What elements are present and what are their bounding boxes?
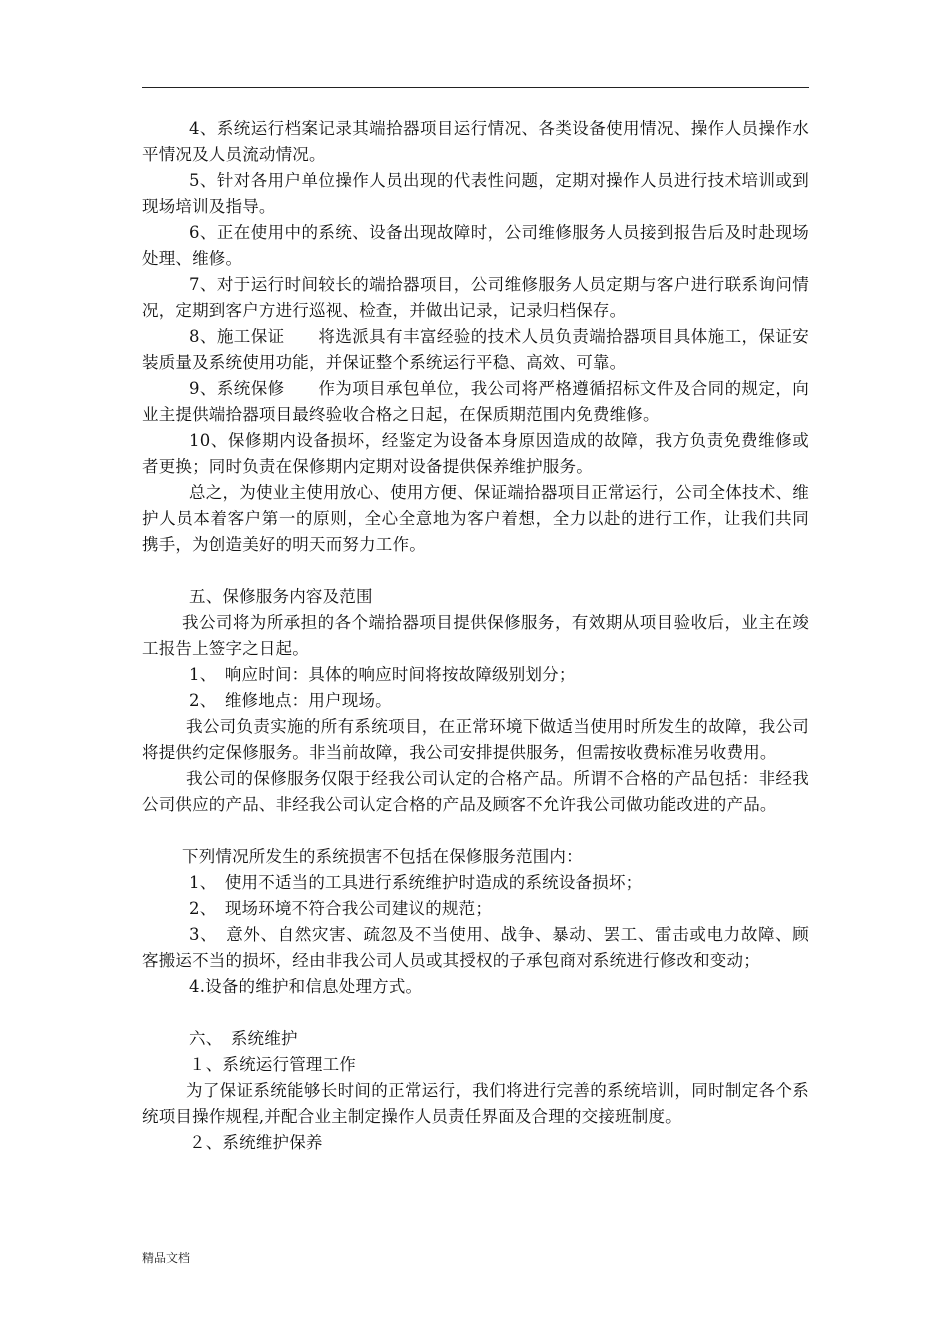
- spacer: [142, 818, 809, 844]
- paragraph-item-10: 10、保修期内设备损坏，经鉴定为设备本身原因造成的故障，我方负责免费维修或者更换；同时负责在保修期内定期对设备提供保养维护服务。: [142, 431, 809, 476]
- section-5-title: 五、保修服务内容及范围: [189, 587, 373, 606]
- page-footer: 精品文档: [142, 1251, 191, 1265]
- exclusion-item-2: 2、 现场环境不符合我公司建议的规范；: [189, 899, 493, 918]
- spacer: [142, 1000, 809, 1026]
- spacer: [142, 558, 809, 584]
- section-6-title: 六、 系统维护: [189, 1029, 298, 1048]
- paragraph-item-4: 4、系统运行档案记录其端拾器项目运行情况、各类设备使用情况、操作人员操作水平情况及人员流动情况。: [142, 119, 809, 164]
- section-5-intro: 我公司将为所承担的各个端拾器项目提供保修服务，有效期从项目验收后，业主在竣工报告上签字之日起。: [142, 613, 809, 658]
- section-5-item-2: 2、 维修地点：用户现场。: [189, 691, 392, 710]
- paragraph-item-9: 9、系统保修 作为项目承包单位，我公司将严格遵循招标文件及合同的规定，向业主提供端拾器项目最终验收合格之日起，在保质期范围内免费维修。: [142, 379, 809, 424]
- header-rule: [142, 87, 809, 88]
- exclusion-item-3: 3、 意外、自然灾害、疏忽及不当使用、战争、暴动、罢工、雷击或电力故障、顾客搬运不当的损坏，经由非我公司人员或其授权的子承包商对系统进行修改和变动；: [142, 925, 809, 970]
- paragraph-item-8: 8、施工保证 将选派具有丰富经验的技术人员负责端拾器项目具体施工，保证安装质量及系统使用功能，并保证整个系统运行平稳、高效、可靠。: [142, 327, 809, 372]
- paragraph-item-6: 6、正在使用中的系统、设备出现故障时，公司维修服务人员接到报告后及时赴现场处理、维修。: [142, 223, 809, 268]
- exclusion-item-1: 1、 使用不适当的工具进行系统维护时造成的系统设备损坏；: [189, 873, 643, 892]
- paragraph-item-5: 5、针对各用户单位操作人员出现的代表性问题，定期对操作人员进行技术培训或到现场培训及指导。: [142, 171, 809, 216]
- section-6-subheading-2: ２、系统维护保养: [189, 1133, 323, 1152]
- paragraph-summary: 总之，为使业主使用放心、使用方便、保证端拾器项目正常运行，公司全体技术、维护人员本着客户第一的原则，全心全意地为客户着想，全力以赴的进行工作，让我们共同携手，为创造美好的明天而努力工作。: [142, 483, 809, 554]
- paragraph-item-7: 7、对于运行时间较长的端拾器项目，公司维修服务人员定期与客户进行联系询问情况，定期到客户方进行巡视、检查，并做出记录，记录归档保存。: [142, 275, 809, 320]
- section-5-paragraph-2: 我公司负责实施的所有系统项目，在正常环境下做适当使用时所发生的故障，我公司将提供约定保修服务。非当前故障，我公司安排提供服务，但需按收费标准另收费用。: [142, 717, 809, 762]
- document-body: [142, 116, 809, 1156]
- section-6-subheading-1: １、系统运行管理工作: [189, 1055, 356, 1074]
- section-5-paragraph-3: 我公司的保修服务仅限于经我公司认定的合格产品。所谓不合格的产品包括：非经我公司供应的产品、非经我公司认定合格的产品及顾客不允许我公司做功能改进的产品。: [142, 769, 809, 814]
- exclusion-item-4: 4.设备的维护和信息处理方式。: [189, 977, 423, 996]
- exclusions-intro: 下列情况所发生的系统损害不包括在保修服务范围内：: [182, 847, 583, 866]
- section-6-paragraph-1: 为了保证系统能够长时间的正常运行，我们将进行完善的系统培训，同时制定各个系统项目操作规程,并配合业主制定操作人员责任界面及合理的交接班制度。: [142, 1081, 809, 1126]
- section-5-item-1: 1、 响应时间：具体的响应时间将按故障级别划分；: [189, 665, 576, 684]
